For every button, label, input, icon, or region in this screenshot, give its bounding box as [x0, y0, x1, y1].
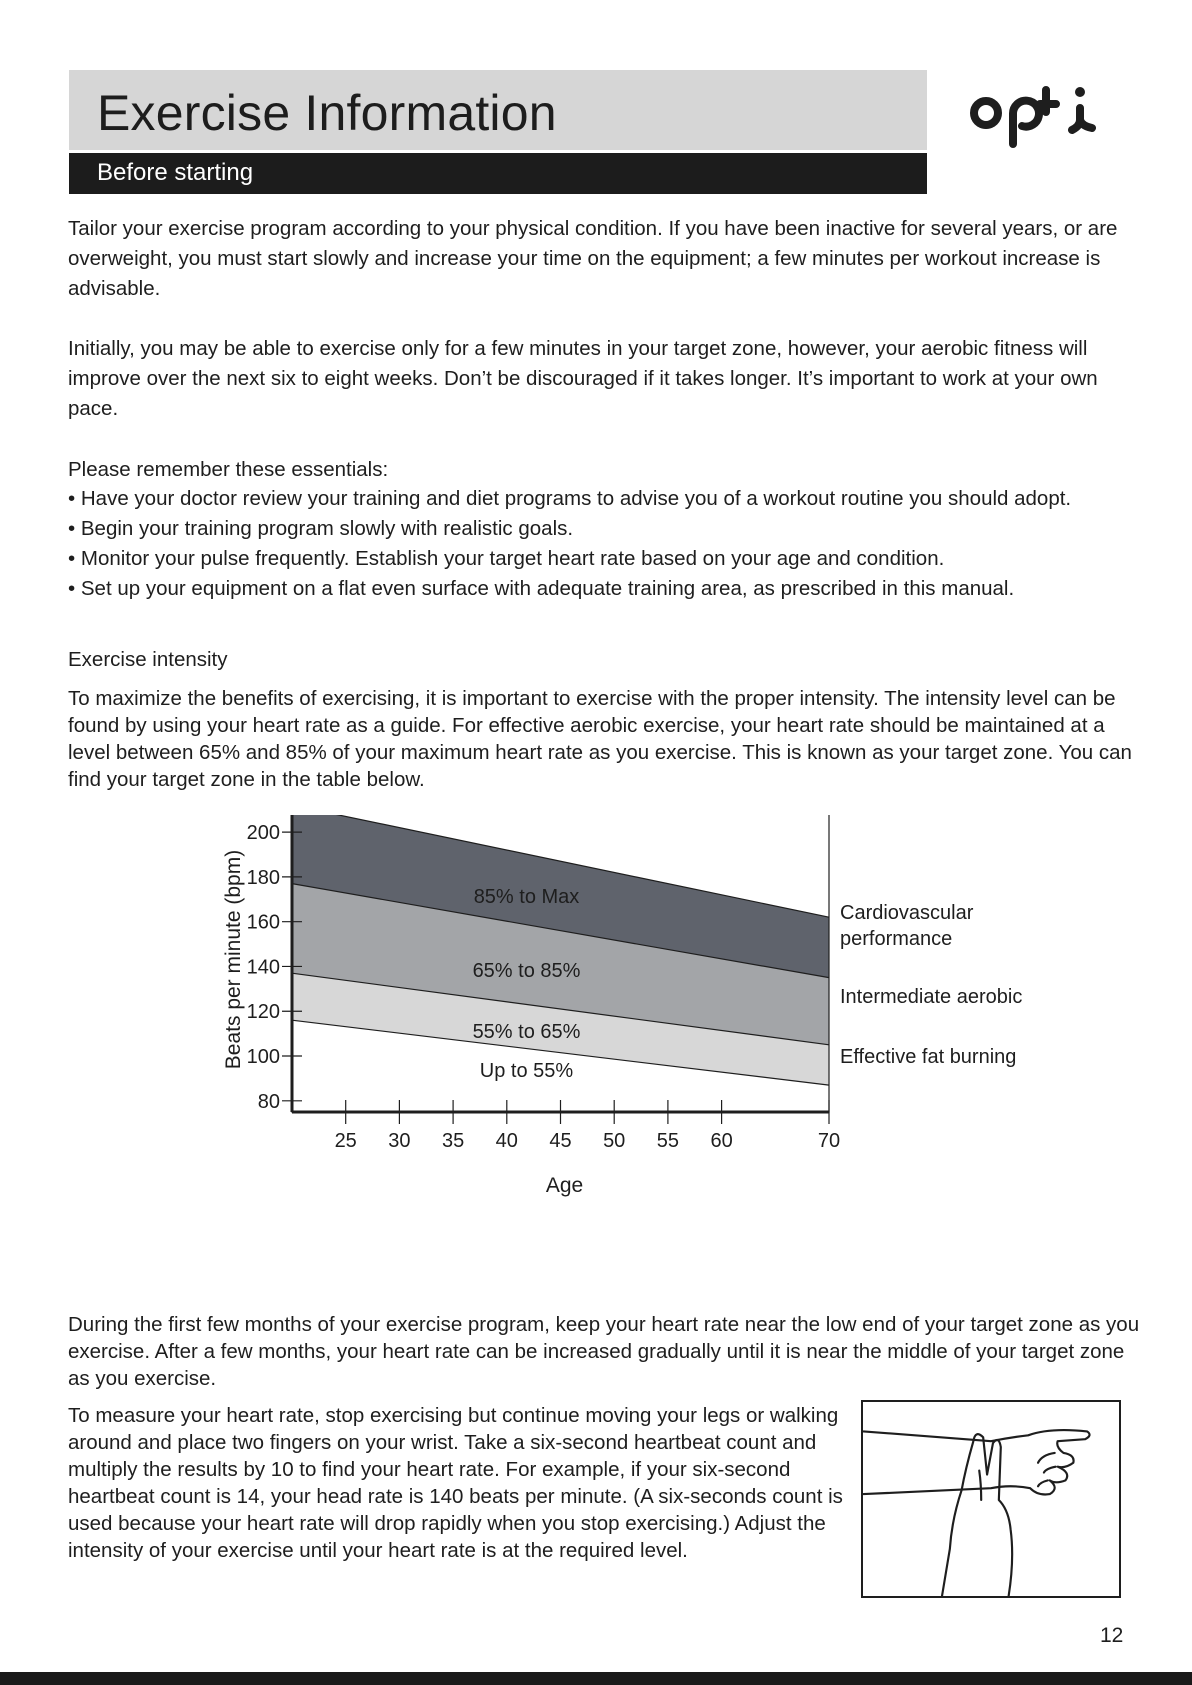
- intro-paragraph: Tailor your exercise program according to your physical condition. If you have been inactive for several years, or are overweight, you must start slowly and increase your time on the equipment; a few minutes per workout increase is advisable.: [68, 217, 1118, 300]
- list-item: • Have your doctor review your training and diet programs to advise you of a workout routine you should adopt.: [68, 484, 1168, 514]
- intensity-paragraph: To maximize the benefits of exercising, it is important to exercise with the proper intensity. The intensity level can be found by using your heart rate as a guide. For effective aerobic exercise, your heart rate should be maintained at a level between 65% and 85% of your maximum heart rate as you exercise. This is known as your target zone. You can find your target zone in the table below.: [68, 687, 1132, 791]
- bottom-rule: [0, 1672, 1192, 1685]
- y-axis-label: Beats per minute (bpm): [222, 849, 245, 1070]
- x-tick-label: 60: [710, 1130, 733, 1152]
- x-tick-label: 55: [656, 1130, 680, 1152]
- y-tick-label: 100: [246, 1046, 280, 1069]
- page-number: 12: [1100, 1624, 1124, 1647]
- y-tick-label: 120: [246, 1001, 280, 1024]
- essentials-intro: Please remember these essentials:: [68, 458, 389, 481]
- y-tick-label: 200: [246, 822, 280, 845]
- zone-label: 55% to 65%: [472, 1020, 581, 1043]
- x-tick-label: 35: [441, 1130, 465, 1152]
- x-tick-label: 50: [603, 1130, 626, 1152]
- list-item: • Set up your equipment on a flat even surface with adequate training area, as prescribed in this manual.: [68, 574, 1168, 604]
- list-item: • Begin your training program slowly with realistic goals.: [68, 514, 1168, 544]
- y-tick-label: 80: [257, 1090, 280, 1113]
- zone-description: Cardiovascular: [840, 902, 974, 924]
- heart-rate-zone-chart: [210, 815, 1130, 1285]
- opti-logo: [964, 64, 1114, 154]
- y-tick-label: 140: [246, 956, 280, 979]
- zone-label: Up to 55%: [479, 1060, 574, 1083]
- zone-description: performance: [840, 928, 953, 950]
- x-tick-label: 25: [334, 1130, 357, 1152]
- x-axis-label: Age: [545, 1174, 584, 1197]
- x-tick-label: 40: [495, 1130, 518, 1152]
- section-bar: [69, 153, 927, 194]
- title-bar: [69, 70, 927, 150]
- x-tick-label: 30: [388, 1130, 411, 1152]
- after-chart-paragraph: During the first few months of your exercise program, keep your heart rate near the low end of your target zone as you exercise. After a few months, your heart rate can be increased gradually until it is near the middle of your target zone as you exercise.: [68, 1313, 1140, 1390]
- section-title: Before starting: [97, 159, 254, 186]
- intensity-heading: Exercise intensity: [68, 648, 228, 671]
- essentials-list: [68, 484, 1168, 604]
- list-item: • Monitor your pulse frequently. Establish your target heart rate based on your age and condition.: [68, 544, 1168, 574]
- fitness-paragraph: Initially, you may be able to exercise only for a few minutes in your target zone, however, your aerobic fitness will improve over the next six to eight weeks. Don’t be discouraged if it takes longer. It’s important to work at your own pace.: [68, 337, 1098, 420]
- pulse-paragraph: To measure your heart rate, stop exercising but continue moving your legs or walking around and place two fingers on your wrist. Take a six-second heartbeat count and multiply the results by 10 to find your heart rate. For example, if your six-second heartbeat count is 14, your head rate is 140 beats per minute. (A six-seconds count is used because your heart rate will drop rapidly when you stop exercising.) Adjust the intensity of your exercise until your heart rate is at the required level.: [68, 1404, 843, 1562]
- wrist-pulse-icon: [863, 1402, 1119, 1596]
- y-tick-label: 180: [246, 866, 280, 889]
- x-tick-label: 45: [549, 1130, 572, 1152]
- page-title: Exercise Information: [97, 85, 557, 141]
- illustration-frame: [861, 1400, 1121, 1598]
- zone-description: Effective fat burning: [840, 1046, 1017, 1068]
- x-tick-label: 70: [817, 1130, 841, 1152]
- zone-description: Intermediate aerobic: [840, 986, 1023, 1008]
- y-tick-label: 160: [246, 911, 280, 934]
- zone-label: 85% to Max: [473, 885, 580, 908]
- zone-label: 65% to 85%: [472, 959, 581, 982]
